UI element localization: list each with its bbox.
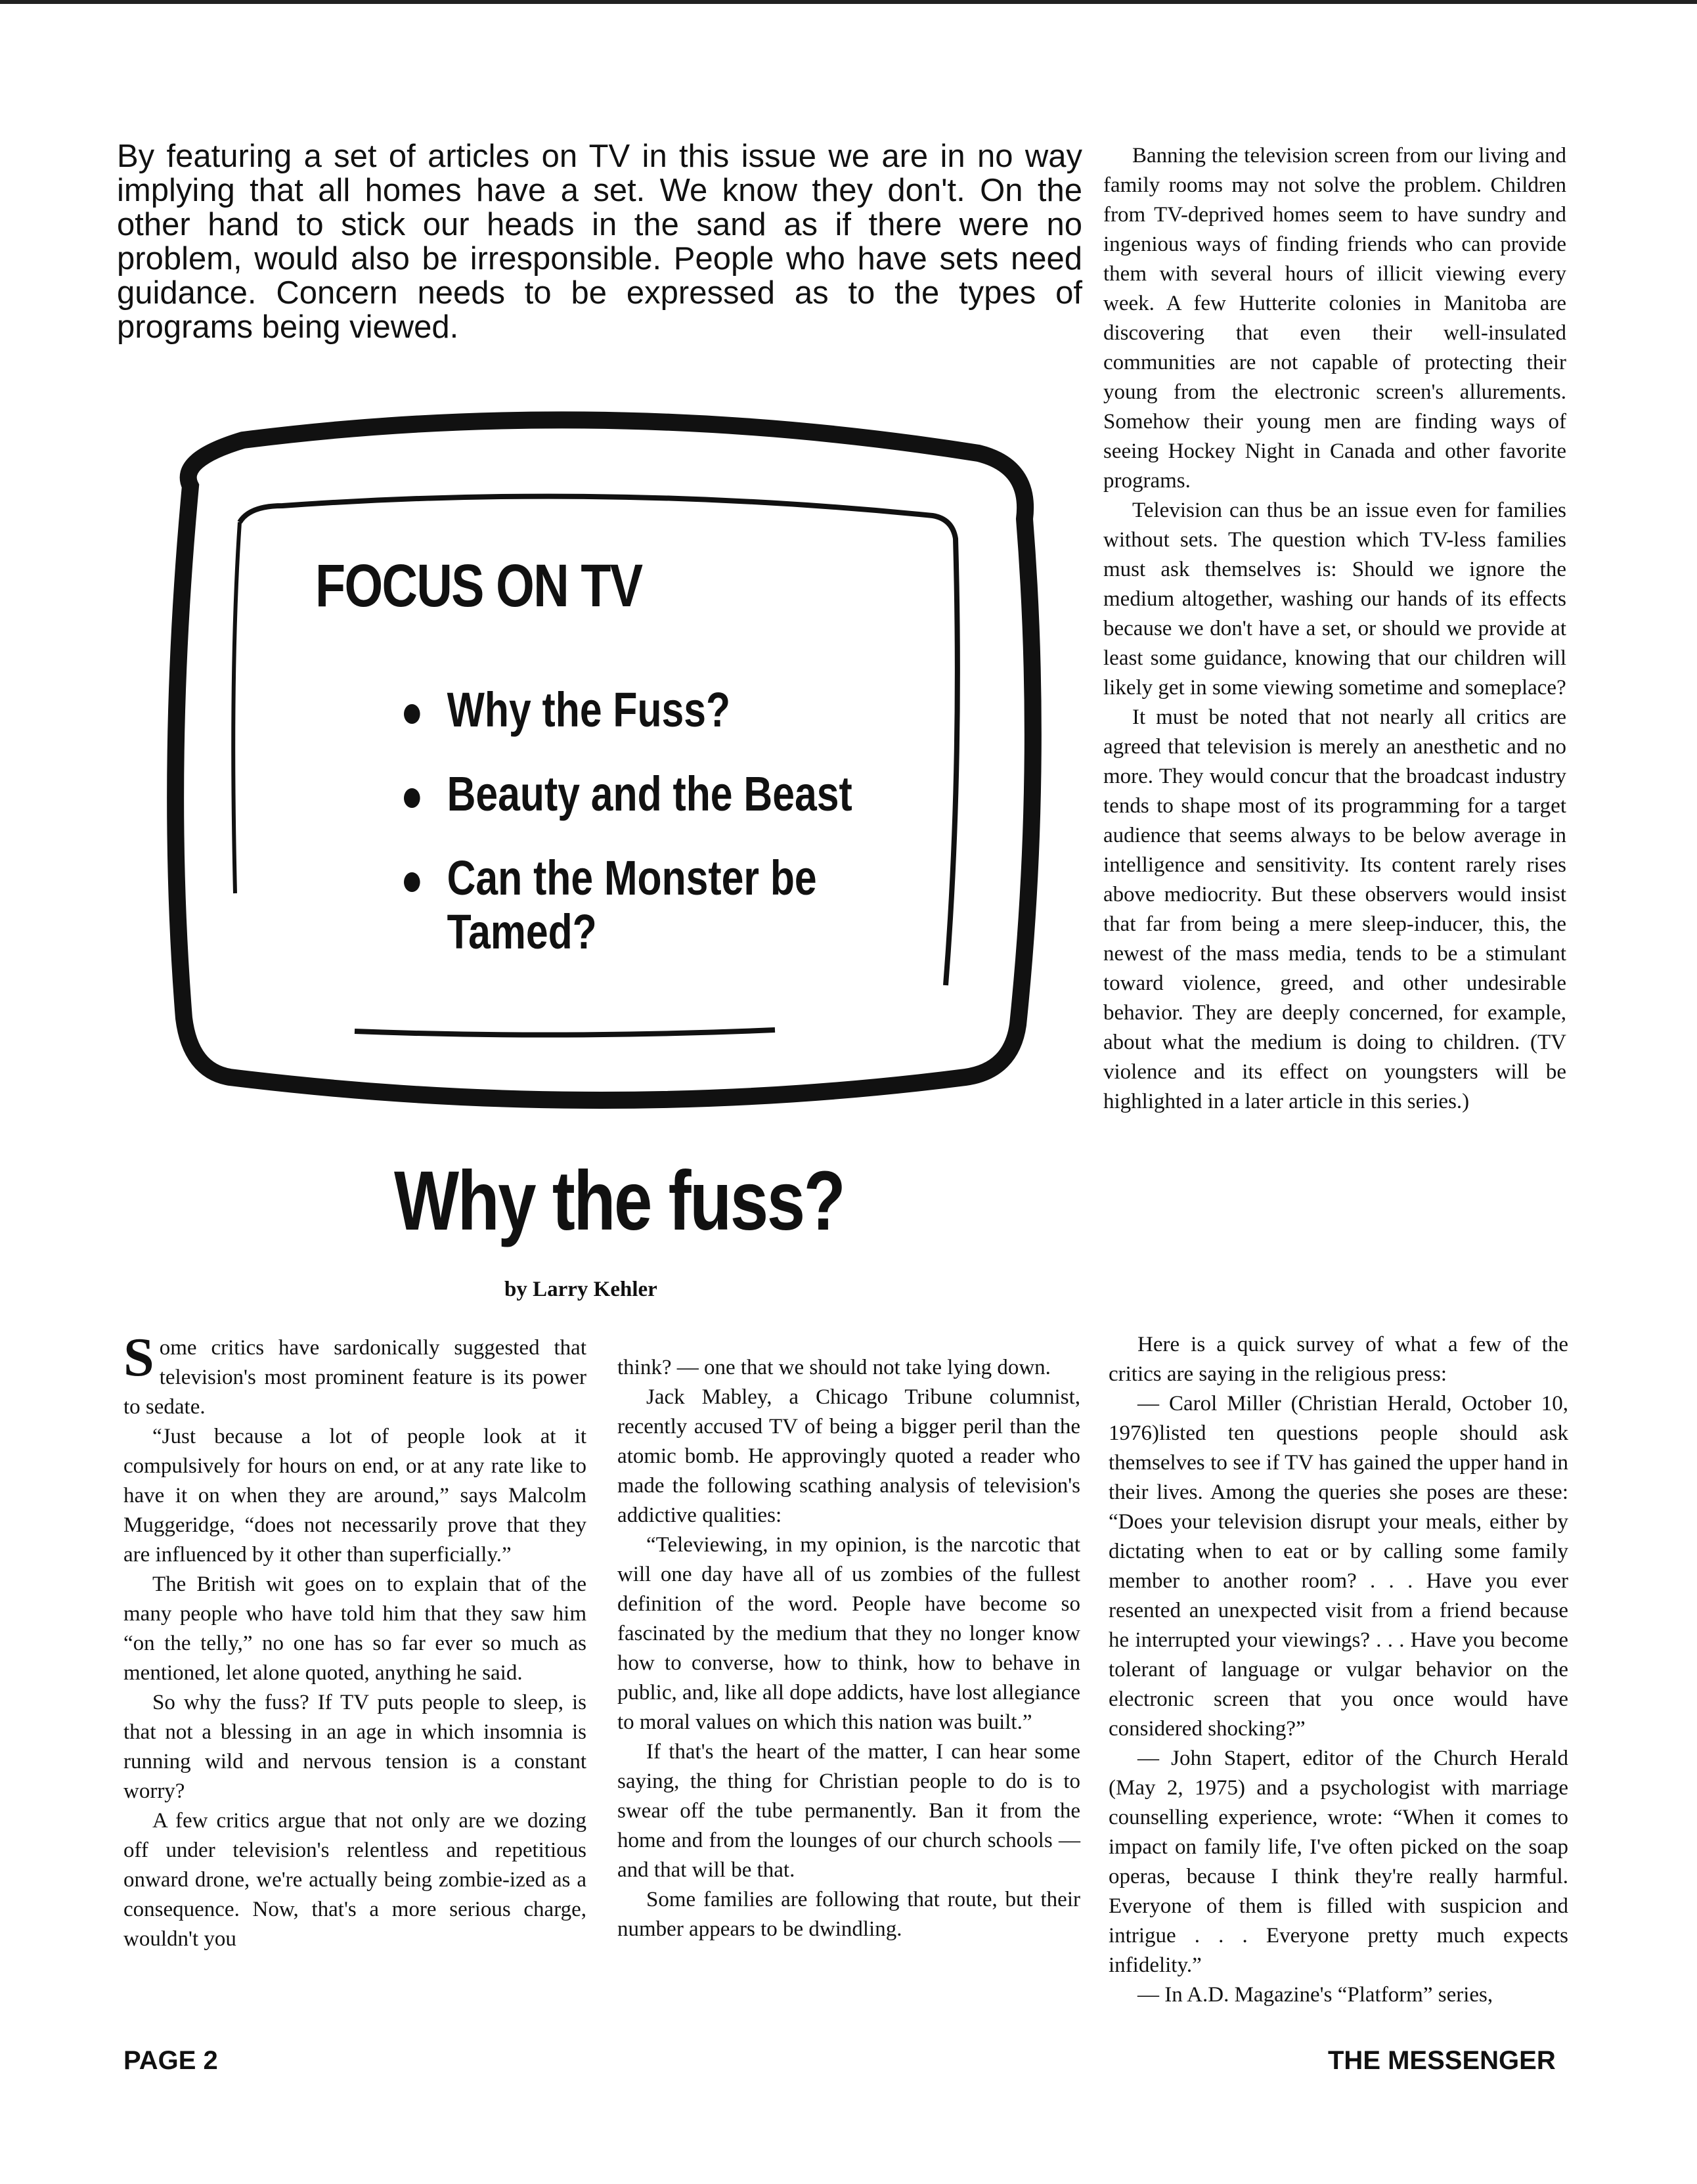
tv-bullet-item: Beauty and the Beast bbox=[404, 767, 856, 821]
paragraph: So why the fuss? If TV puts people to sleep, is that not a blessing in an age in which insomnia is running wild and nervous tension is a constant worry? bbox=[123, 1691, 586, 1803]
paragraph: — Carol Miller (Christian Herald, October 10, 1976)listed ten questions people should ask themselves to see if TV has gained the upper hand in their lives. Among the queries she poses are these: “Does your television disrupt your meals, either by dictating when to eat or by calling some family member to another room? . . . Have you ever resented an unexpected visit from a friend because he interrupted your viewings? . . . Have you become tolerant of language or vulgar behavior on the electronic screen that you once would have considered shocking?” bbox=[1109, 1392, 1568, 1741]
article-column-2 bbox=[617, 1353, 1080, 1944]
paragraph: Jack Mabley, a Chicago Tribune columnist, recently accused TV of being a bigger peril than the atomic bomb. He approvingly quoted a reader who made the following scathing analysis of television's addictive qualities: bbox=[617, 1385, 1080, 1527]
paragraph: Some families are following that route, but their number appears to be dwindling. bbox=[617, 1888, 1080, 1941]
article-column-3-bottom bbox=[1109, 1330, 1568, 2010]
page-number: PAGE 2 bbox=[123, 2046, 218, 2075]
paragraph: It must be noted that not nearly all critics are agreed that television is merely an anesthetic and no more. They would concur that the broadcast industry tends to shape most of its programming for a target audience that seems always to be below average in intelligence and sensitivity. Its content rarely rises above mediocrity. But these observers would insist that far from being a mere sleep-inducer, this, the newest of the mass media, tends to be a stimulant toward violence, greed, and other undesirable behavior. They are deeply concerned, for example, about what the medium is doing to children. (TV violence and its effect on youngsters will be highlighted in a later article in this series.) bbox=[1103, 705, 1566, 1113]
tv-bullet-item: Why the Fuss? bbox=[404, 683, 856, 737]
intro-paragraph: By featuring a set of articles on TV in this issue we are in no way implying that all homes have a set. We know they don't. On the other hand to stick our heads in the sand as if there were no problem, would also be irresponsible. People who have sets need guidance. Concern needs to be expressed as to the types of programs being viewed. bbox=[117, 139, 1082, 345]
tv-title: FOCUS ON TV bbox=[315, 552, 642, 619]
paragraph: “Just because a lot of people look at it compulsively for hours on end, or at any rate like to have it on when they are around,” says Malcolm Muggeridge, “does not necessarily prove that they are influenced by it other than superficially.” bbox=[123, 1425, 586, 1567]
publication-name: THE MESSENGER bbox=[1328, 2046, 1556, 2075]
paragraph: Here is a quick survey of what a few of the critics are saying in the religious press: bbox=[1109, 1333, 1568, 1386]
article-byline: by Larry Kehler bbox=[504, 1278, 657, 1301]
paragraph: Banning the television screen from our living and family rooms may not solve the problem. Children from TV-deprived homes seem to have sundry and ingenious ways of finding friends who can provide them with several hours of illicit viewing every week. A few Hutterite colonies in Manitoba are discovering that even their well-insulated communities are not capable of protecting their young from the electronic screen's allurements. Somehow their young men are finding ways of seeing Hockey Night in Canada and other favorite programs. bbox=[1103, 144, 1566, 493]
article-column-1 bbox=[123, 1327, 586, 1954]
top-rule bbox=[0, 0, 1697, 4]
paragraph: ome critics have sardonically suggested that television's most prominent feature is its power to sedate. bbox=[123, 1336, 586, 1419]
paragraph: Television can thus be an issue even for families without sets. The question which TV-less families must ask themselves is: Should we ignore the medium altogether, washing our hands of its effects because we don't have a set, or should we provide at least some guidance, knowing that our children will likely get in some viewing sometime and someplace? bbox=[1103, 499, 1566, 700]
paragraph: — In A.D. Magazine's “Platform” series, bbox=[1137, 1983, 1493, 2007]
paragraph: — John Stapert, editor of the Church Herald (May 2, 1975) and a psychologist with marriage counselling experience, wrote: “When it comes to impact on family life, I've often picked on the soap operas, because I think they're really harmful. Everyone of them is filled with suspicion and intrigue . . . Everyone pretty much expects infidelity.” bbox=[1109, 1747, 1568, 1977]
paragraph: A few critics argue that not only are we dozing off under television's relentless and repetitious onward drone, we're actually being zombie-ized as a consequence. Now, that's a more serious charge, wouldn't you bbox=[123, 1809, 586, 1951]
drop-cap: S bbox=[123, 1327, 154, 1388]
tv-bullet-item: Can the Monster be Tamed? bbox=[404, 851, 856, 959]
paragraph: think? — one that we should not take lying down. bbox=[617, 1356, 1051, 1379]
tv-bullet-list bbox=[404, 683, 956, 989]
paragraph: “Televiewing, in my opinion, is the narcotic that will one day have all of us zombies of the fullest definition of the word. People have become so fascinated by the medium that they no longer know how to converse, how to think, how to behave in public, and, like all dope addicts, have lost allegiance to moral values on which this nation was built.” bbox=[617, 1533, 1080, 1734]
paragraph: If that's the heart of the matter, I can hear some saying, the thing for Christian people to do is to swear off the tube permanently. Ban it from the home and from the lounges of our church schools — and that will be that. bbox=[617, 1740, 1080, 1882]
article-column-3-top bbox=[1103, 141, 1566, 1117]
article-headline: Why the fuss? bbox=[394, 1154, 845, 1248]
paragraph: The British wit goes on to explain that of the many people who have told him that they saw him “on the telly,” no one has so far ever so much as mentioned, let alone quoted, anything he said. bbox=[123, 1572, 586, 1685]
